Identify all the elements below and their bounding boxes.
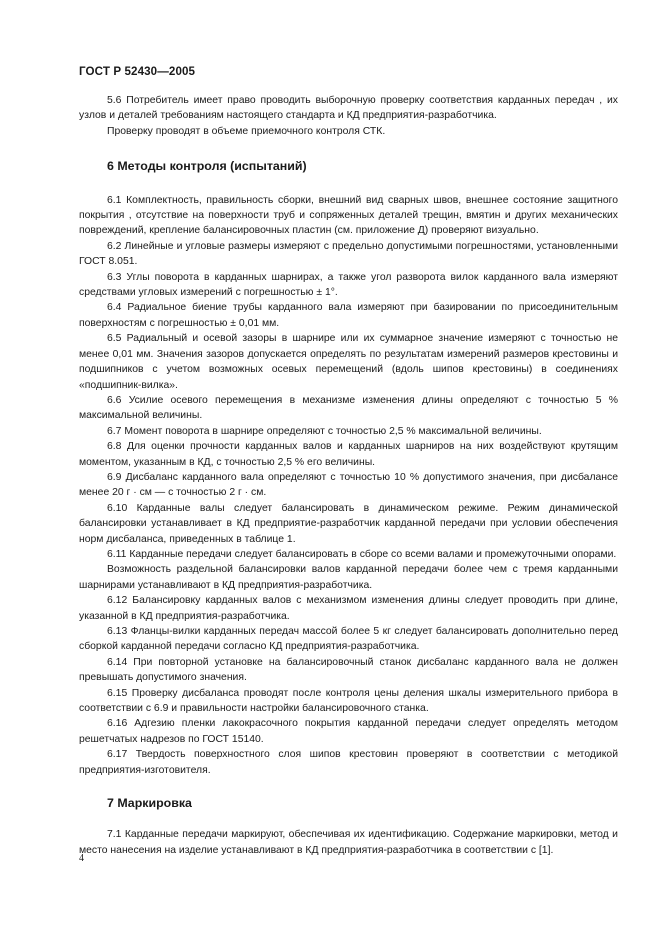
paragraph-6-11-note: Возможность раздельной балансировки валов карданной передачи более чем с тремя карданными шарнирами устанавливают в КД предприятия-разработчика.: [79, 564, 618, 591]
paragraph-7-1: 7.1 Карданные передачи маркируют, обеспечивая их идентификацию. Содержание маркировки, метод и место нанесения на изделие устанавливают в КД предприятия-разработчика в соответствии с [1].: [79, 829, 618, 856]
paragraph-6-7: 6.7 Момент поворота в шарнире определяют с точностью 2,5 % максимальной величины.: [107, 425, 542, 437]
paragraph-6-3: 6.3 Углы поворота в карданных шарнирах, а также угол разворота вилок карданного вала измеряют средствами угловых измерений с погрешностью ± 1°.: [79, 271, 618, 299]
paragraph-5-6: 5.6 Потребитель имеет право проводить выборочную проверку соответствия карданных передач , их узлов и деталей требованиям настоящего стандарта и КД предприятия-разработчика.: [79, 95, 618, 122]
paragraph-6-10: 6.10 Карданные валы следует балансировать в динамическом режиме. Режим динамической балансировки устанавливает в КД предприятие-разработчик карданной передачи при условии обеспечения норм дисбаланса, приведенных в таблице 1.: [79, 502, 618, 545]
paragraph-6-17: 6.17 Твердость поверхностного слоя шипов крестовин проверяют в соответствии с методикой предприятия-изготовителя.: [79, 749, 618, 776]
section-5-tail: [79, 93, 618, 139]
paragraph-5-6-note: Проверку проводят в объеме приемочного контроля СТК.: [107, 125, 386, 137]
paragraph-6-14: 6.14 При повторной установке на балансировочный станок дисбаланс карданного вала не должен превышать допустимого значения.: [79, 656, 618, 684]
paragraph-6-13: 6.13 Фланцы-вилки карданных передач массой более 5 кг следует балансировать дополнительно перед сборкой карданной передачи согласно КД предприятия-разработчика.: [79, 626, 618, 653]
paragraph-6-1: 6.1 Комплектность, правильность сборки, внешний вид сварных швов, внешнее состояние защитного покрытия , отсутствие на поверхности труб и сопряженных деталей трещин, вмятин и других механических повреждений, крепление балансировочных пластин (см. приложение Д) проверяют визуально.: [79, 194, 618, 237]
paragraph-6-6: 6.6 Усилие осевого перемещения в механизме изменения длины определяют с точностью 5 % максимальной величины.: [79, 394, 618, 422]
paragraph-6-5: 6.5 Радиальный и осевой зазоры в шарнире или их суммарное значение измеряют с точностью не менее 0,01 мм. Значения зазоров допускается определять по результатам измерений размеров крестовины и подшипников с учетом возможных осевых перемещений (вдоль шипов крестовины) в соединениях «подшипник-вилка».: [79, 333, 618, 391]
section-6-heading: 6 Методы контроля (испытаний): [107, 159, 307, 174]
section-7-heading: 7 Маркировка: [107, 796, 192, 811]
paragraph-6-15: 6.15 Проверку дисбаланса проводят после контроля цены деления шкалы измерительного прибора в соответствии с 6.9 и правильности настройки балансировочного станка.: [79, 687, 618, 715]
page-number: 4: [79, 853, 84, 864]
page-content: [79, 93, 618, 858]
paragraph-6-16: 6.16 Адгезию пленки лакокрасочного покрытия карданной передачи следует определять методом решетчатых надрезов по ГОСТ 15140.: [79, 718, 618, 745]
paragraph-6-11: 6.11 Карданные передачи следует балансировать в сборе со всеми валами и промежуточными опорами.: [107, 548, 617, 560]
section-7-body: [79, 827, 618, 858]
document-code-header: ГОСТ Р 52430—2005: [79, 65, 196, 78]
paragraph-6-2: 6.2 Линейные и угловые размеры измеряют с предельно допустимыми погрешностями, установленными ГОСТ 8.051.: [79, 240, 618, 268]
paragraph-6-4: 6.4 Радиальное биение трубы карданного вала измеряют при базировании по присоединительным поверхностям с погрешностью ± 0,01 мм.: [79, 302, 618, 329]
paragraph-6-8: 6.8 Для оценки прочности карданных валов и карданных шарниров на них воздействуют крутящим моментом, указанным в КД, с точностью 2,5 % его величины.: [79, 441, 618, 468]
paragraph-6-12: 6.12 Балансировку карданных валов с механизмом изменения длины следует проводить при длине, указанной в КД предприятия-разработчика.: [79, 595, 618, 622]
paragraph-6-9: 6.9 Дисбаланс карданного вала определяют с точностью 10 % допустимого значения, при дисбалансе менее 20 г · см — с точностью 2 г · см.: [79, 471, 618, 499]
section-6-body: [79, 193, 618, 778]
